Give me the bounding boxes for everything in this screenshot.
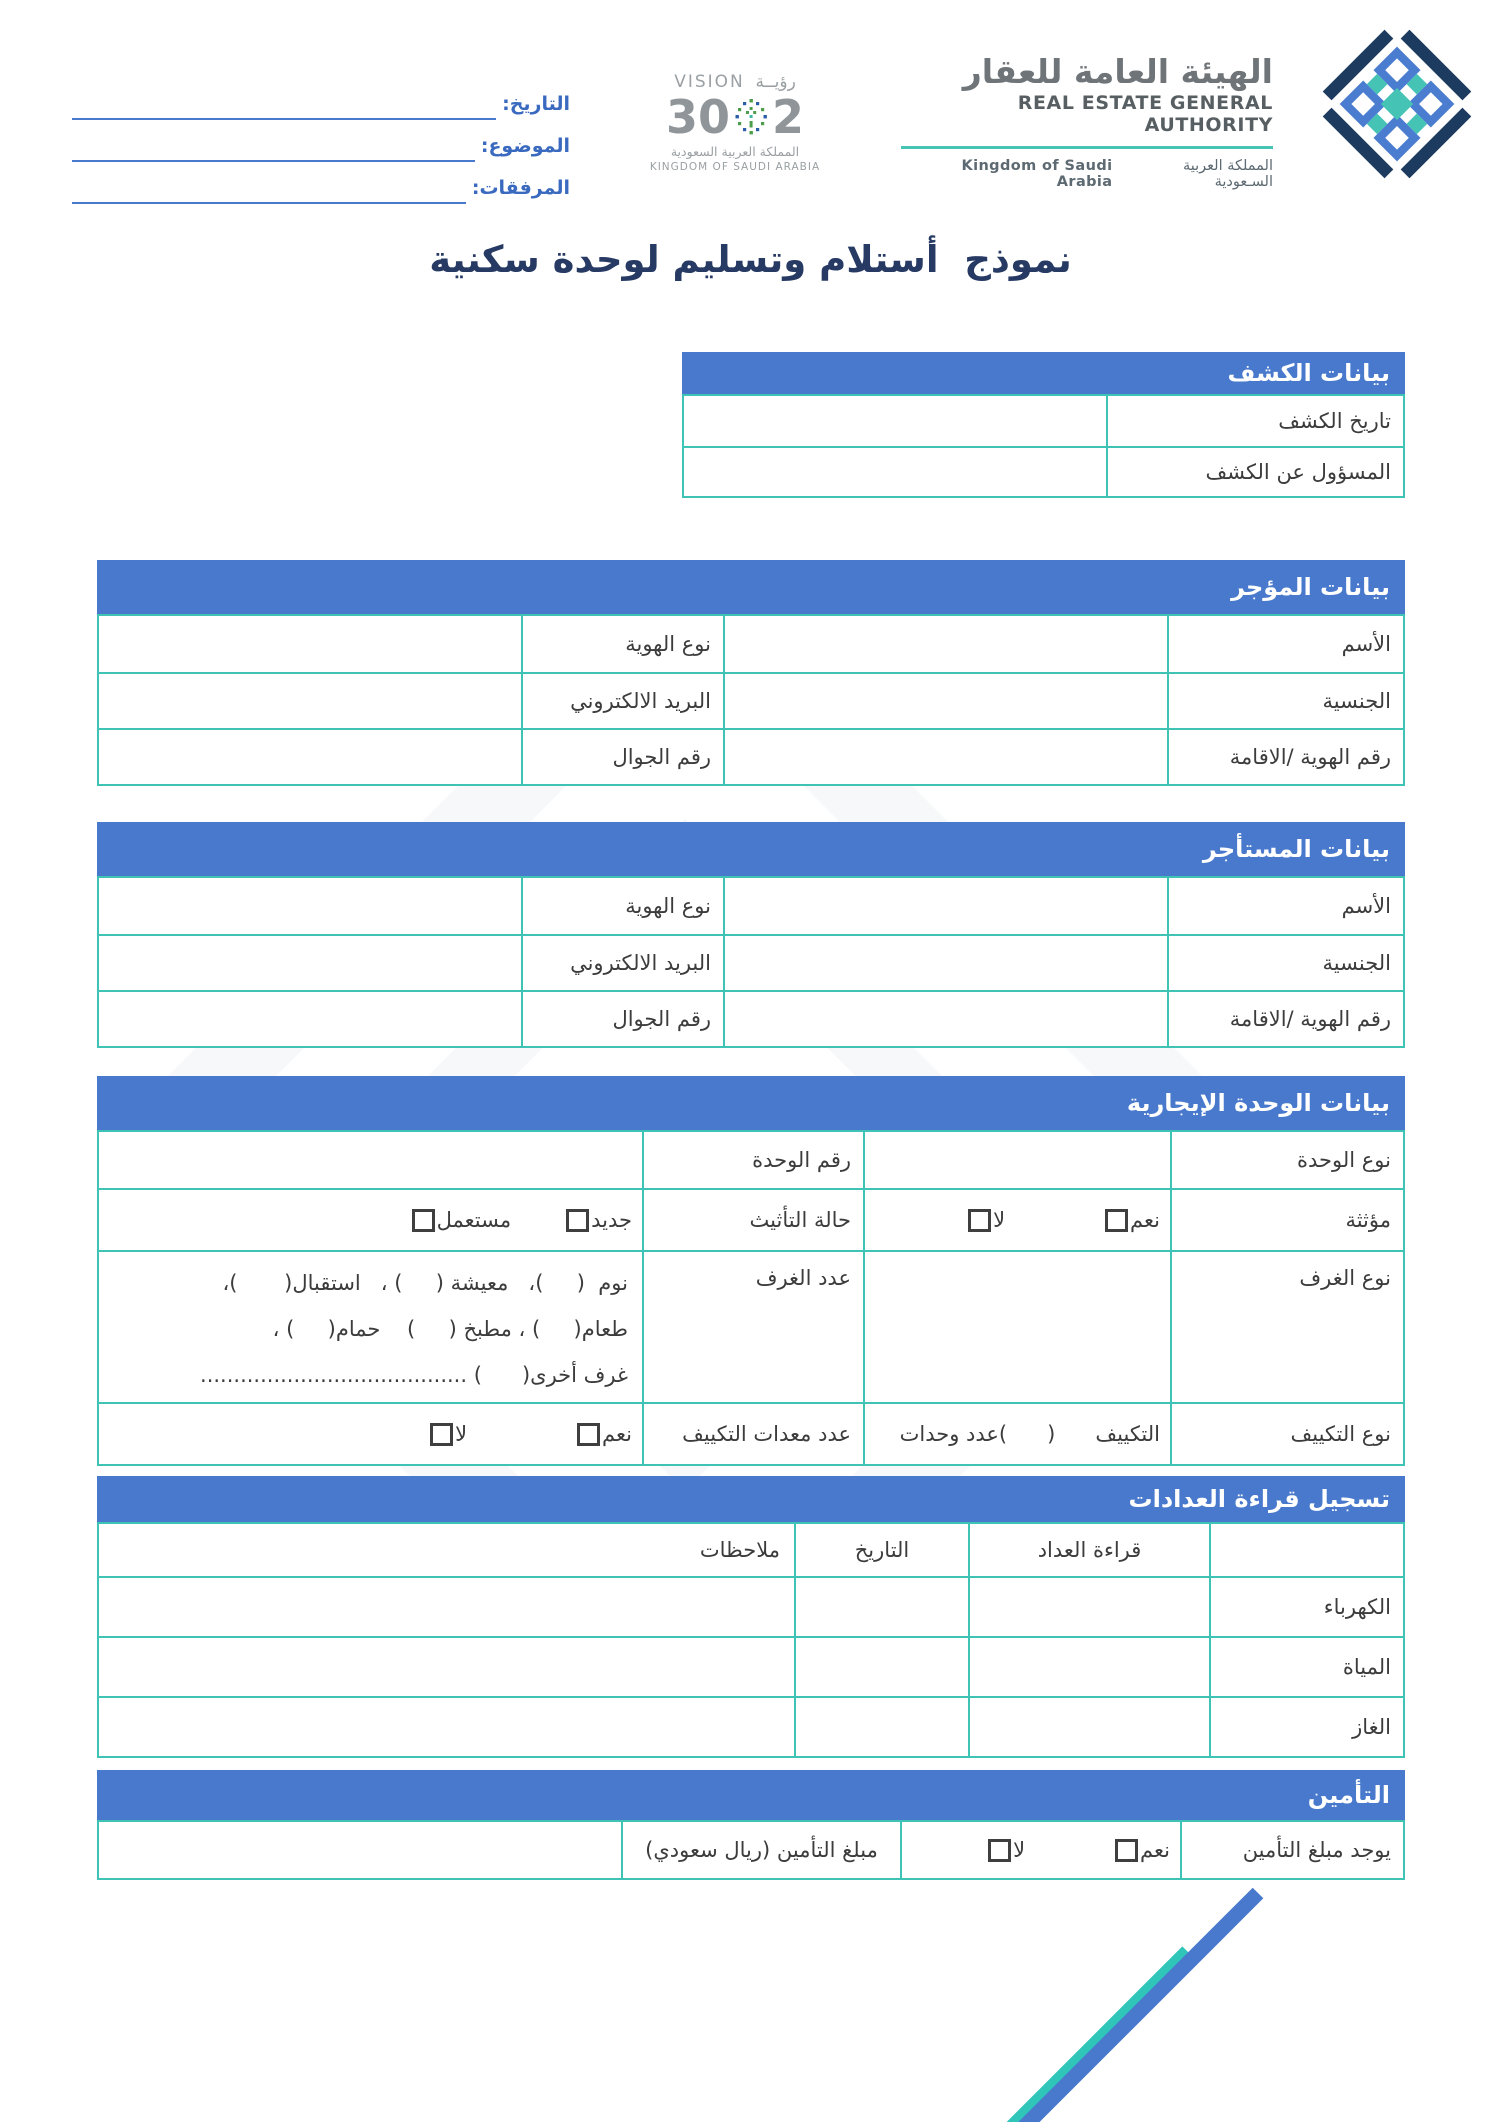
tenant-name-input[interactable] [723, 878, 1167, 934]
vision-emblem-icon [731, 95, 771, 139]
unit-number-label: رقم الوحدة [642, 1132, 863, 1188]
room-count-detail[interactable] [99, 1252, 642, 1402]
section-meters-header [97, 1476, 1405, 1522]
section-tenant-title: بيانات المستأجر [1202, 835, 1390, 863]
inspection-officer-row [684, 446, 1403, 496]
authority-name-english: REAL ESTATE GENERAL AUTHORITY [1017, 92, 1273, 137]
furnishing-condition-label: حالة التأثيث [642, 1190, 863, 1250]
electricity-label: الكهرباء [1209, 1578, 1403, 1636]
tenant-idtype-input[interactable] [99, 878, 521, 934]
gas-date-input[interactable] [794, 1698, 968, 1756]
rega-logo-text [901, 54, 1273, 190]
tenant-nationality-label: الجنسية [1167, 936, 1403, 990]
inspection-date-label: تاريخ الكشف [1106, 396, 1403, 446]
section-unit-title: بيانات الوحدة الإيجارية [1126, 1089, 1390, 1117]
unit-type-label: نوع الوحدة [1170, 1132, 1403, 1188]
date-field-row [72, 78, 570, 120]
inspection-date-row [684, 396, 1403, 446]
tenant-row-idnumber [99, 990, 1403, 1046]
lessor-email-label: البريد الالكتروني [521, 674, 723, 728]
inspection-date-input[interactable] [684, 396, 1106, 446]
lessor-mobile-input[interactable] [99, 730, 521, 784]
subject-field-line[interactable] [72, 120, 475, 162]
furnished-no-option [968, 1208, 1005, 1232]
section-insurance-header [97, 1770, 1405, 1820]
section-meters [97, 1476, 1405, 1758]
section-insurance-title: التأمين [1307, 1781, 1390, 1809]
gas-reading-input[interactable] [968, 1698, 1209, 1756]
furnished-yes-checkbox[interactable] [1105, 1209, 1128, 1232]
insurance-row [99, 1822, 1403, 1878]
room-detail-line3: غرف أخرى( ) ........................................ [200, 1363, 628, 1387]
lessor-name-input[interactable] [723, 616, 1167, 672]
meters-col-date: التاريخ [794, 1524, 968, 1576]
tenant-mobile-input[interactable] [99, 992, 521, 1046]
room-count-label: عدد الغرف [642, 1252, 863, 1402]
tenant-idnumber-label: رقم الهوية /الاقامة [1167, 992, 1403, 1046]
lessor-nationality-label: الجنسية [1167, 674, 1403, 728]
furnishing-new-option [566, 1208, 632, 1232]
lessor-idnumber-input[interactable] [723, 730, 1167, 784]
section-tenant [97, 822, 1405, 1048]
section-lessor [97, 560, 1405, 786]
insurance-amount-label: مبلغ التأمين (ريال سعودي) [621, 1822, 900, 1878]
meters-row-gas [99, 1696, 1403, 1756]
ac-yes-checkbox[interactable] [577, 1423, 600, 1446]
inspection-officer-input[interactable] [684, 448, 1106, 496]
section-inspection-header [682, 352, 1405, 394]
vision-2030-logo [642, 72, 828, 173]
teal-divider [901, 146, 1273, 149]
tenant-idnumber-input[interactable] [723, 992, 1167, 1046]
ac-yes-option [577, 1422, 632, 1446]
lessor-row-nationality [99, 672, 1403, 728]
furnished-options [863, 1190, 1170, 1250]
meters-row-water [99, 1636, 1403, 1696]
lessor-row-idnumber [99, 728, 1403, 784]
tenant-mobile-label: رقم الجوال [521, 992, 723, 1046]
inspection-officer-label: المسؤول عن الكشف [1106, 448, 1403, 496]
ac-no-option [430, 1422, 467, 1446]
insurance-exists-label: يوجد مبلغ التأمين [1180, 1822, 1403, 1878]
section-lessor-title: بيانات المؤجر [1231, 573, 1390, 601]
section-inspection-title: بيانات الكشف [1227, 359, 1390, 387]
tenant-name-label: الأسم [1167, 878, 1403, 934]
subject-field-label: الموضوع: [480, 135, 570, 157]
insurance-no-label: لا [1013, 1838, 1026, 1862]
section-meters-title: تسجيل قراءة العدادات [1128, 1485, 1390, 1513]
ac-no-label: لا [455, 1422, 468, 1446]
meters-row-electricity [99, 1576, 1403, 1636]
vision-digit-2: 2 [772, 90, 805, 144]
water-reading-input[interactable] [968, 1638, 1209, 1696]
ac-no-checkbox[interactable] [430, 1423, 453, 1446]
attachments-field-row [72, 162, 570, 204]
furnished-label: مؤثثة [1170, 1190, 1403, 1250]
unit-row-type [99, 1132, 1403, 1188]
unit-row-furnished [99, 1188, 1403, 1250]
unit-number-input[interactable] [99, 1132, 642, 1188]
furnishing-new-checkbox[interactable] [566, 1209, 589, 1232]
room-types-label: نوع الغرف [1170, 1252, 1403, 1402]
gas-notes-input[interactable] [99, 1698, 794, 1756]
water-notes-input[interactable] [99, 1638, 794, 1696]
lessor-idnumber-label: رقم الهوية /الاقامة [1167, 730, 1403, 784]
furnished-yes-label: نعم [1130, 1208, 1160, 1232]
furnished-no-label: لا [993, 1208, 1006, 1232]
ac-type-label: نوع التكييف [1170, 1404, 1403, 1464]
insurance-no-option [988, 1838, 1025, 1862]
electricity-date-input[interactable] [794, 1578, 968, 1636]
vision-wordmark: رؤيــة VISION [674, 72, 796, 92]
furnishing-used-checkbox[interactable] [412, 1209, 435, 1232]
page-title: نموذج أستلام وتسليم لوحدة سكنية [429, 238, 1072, 281]
vision-digit-30: 30 [665, 90, 730, 144]
lessor-nationality-input[interactable] [723, 674, 1167, 728]
room-detail-line2: طعام( ) ، مطبخ ( ) حمام( ) ، [272, 1317, 628, 1341]
water-label: المياة [1209, 1638, 1403, 1696]
furnished-no-checkbox[interactable] [968, 1209, 991, 1232]
meters-header-row [99, 1524, 1403, 1576]
ac-options [99, 1404, 642, 1464]
tenant-row-nationality [99, 934, 1403, 990]
section-tenant-header [97, 822, 1405, 876]
tenant-email-input[interactable] [99, 936, 521, 990]
room-types-input[interactable] [863, 1252, 1170, 1402]
furnishing-condition-options [99, 1190, 642, 1250]
form-content [97, 352, 1405, 1880]
lessor-mobile-label: رقم الجوال [521, 730, 723, 784]
furnishing-used-label: مستعمل [436, 1208, 512, 1232]
section-unit-header [97, 1076, 1405, 1130]
room-detail-line1: نوم ( )، معيشة ( ) ، استقبال( )، [222, 1271, 628, 1295]
lessor-idtype-label: نوع الهوية [521, 616, 723, 672]
tenant-row-name [99, 878, 1403, 934]
vision-kingdom-english: KINGDOM OF SAUDI ARABIA [649, 161, 821, 173]
kingdom-line [901, 158, 1273, 190]
lessor-idtype-input[interactable] [99, 616, 521, 672]
furnished-yes-option [1105, 1208, 1160, 1232]
gas-label: الغاز [1209, 1698, 1403, 1756]
unit-row-rooms [99, 1250, 1403, 1402]
furnishing-new-label: جديد [591, 1208, 632, 1232]
lessor-name-label: الأسم [1167, 616, 1403, 672]
insurance-amount-input[interactable] [99, 1822, 621, 1878]
water-date-input[interactable] [794, 1638, 968, 1696]
meters-col-reading: قراءة العداد [968, 1524, 1209, 1576]
attachments-field-label: المرفقات: [471, 177, 570, 199]
ac-units-text[interactable]: التكييف ( )عدد وحدات [863, 1404, 1170, 1464]
insurance-yes-label: نعم [1140, 1838, 1170, 1862]
vision-kingdom-arabic: المملكة العربية السعودية [670, 144, 800, 159]
meters-col-notes: ملاحظات [699, 1538, 780, 1562]
insurance-no-checkbox[interactable] [988, 1839, 1011, 1862]
kingdom-arabic: المملكة العربية السـعودية [1182, 158, 1273, 191]
authority-name-arabic: الهيئة العامة للعقار [962, 52, 1273, 91]
ac-equipment-count-label: عدد معدات التكييف [642, 1404, 863, 1464]
tenant-nationality-input[interactable] [723, 936, 1167, 990]
section-inspection [682, 352, 1405, 498]
insurance-options [900, 1822, 1180, 1878]
section-unit [97, 1076, 1405, 1466]
meters-corner-cell [1209, 1524, 1403, 1576]
date-field-label: التاريخ: [502, 93, 570, 115]
kingdom-english: Kingdom of Saudi Arabia [961, 158, 1113, 191]
subject-field-row [72, 120, 570, 162]
unit-row-ac [99, 1402, 1403, 1464]
ac-yes-label: نعم [602, 1422, 632, 1446]
vision-year [642, 90, 828, 144]
tenant-idtype-label: نوع الهوية [521, 878, 723, 934]
tenant-email-label: البريد الالكتروني [521, 936, 723, 990]
header-fields [72, 78, 570, 204]
lessor-email-input[interactable] [99, 674, 521, 728]
insurance-yes-checkbox[interactable] [1115, 1839, 1138, 1862]
rega-logo-icon [1319, 26, 1475, 182]
electricity-reading-input[interactable] [968, 1578, 1209, 1636]
unit-type-input[interactable] [863, 1132, 1170, 1188]
section-insurance [97, 1770, 1405, 1880]
furnishing-used-option [412, 1208, 512, 1232]
insurance-yes-option [1115, 1838, 1170, 1862]
date-field-line[interactable] [72, 78, 496, 120]
attachments-field-line[interactable] [72, 162, 466, 204]
section-lessor-header [97, 560, 1405, 614]
electricity-notes-input[interactable] [99, 1578, 794, 1636]
lessor-row-name [99, 616, 1403, 672]
